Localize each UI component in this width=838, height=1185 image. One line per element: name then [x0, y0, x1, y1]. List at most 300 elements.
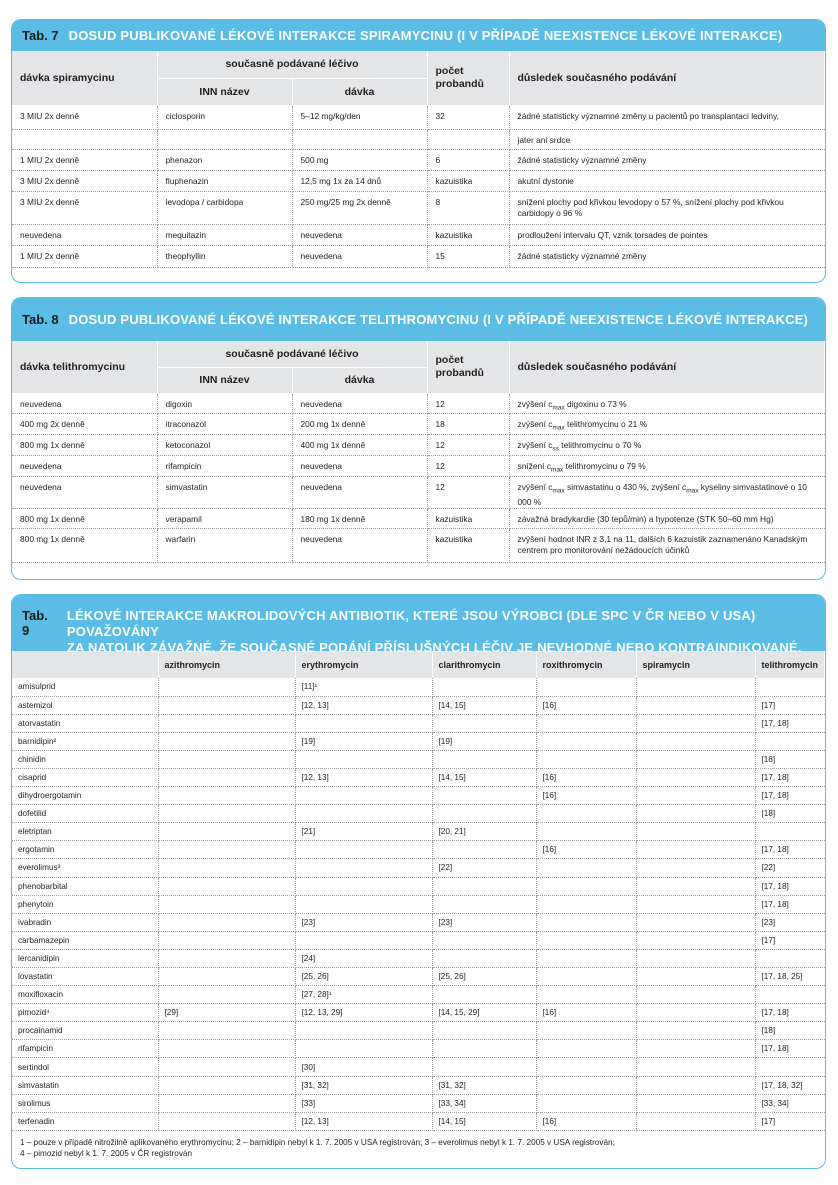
cell-erythromycin: [295, 1022, 432, 1040]
table-row: [12, 435, 825, 456]
cell-roxithromycin: [536, 1040, 636, 1058]
cell-clarithromycin: [432, 841, 536, 859]
table-row: [12, 859, 825, 877]
cell-roxithromycin: [536, 949, 636, 967]
cell-telithromycin: [17, 18]: [755, 841, 825, 859]
cell-roxithromycin: [16]: [536, 696, 636, 714]
table-row: [12, 1112, 825, 1130]
cell-drug: lercanidipin: [12, 949, 158, 967]
cell-dose: neuvedena: [12, 224, 157, 245]
cell-spiramycin: [636, 1112, 755, 1130]
cell-inn: simvastatin: [157, 476, 292, 508]
cell-drug: terfenadin: [12, 1112, 158, 1130]
col-header-dosage: dávka: [292, 78, 427, 105]
cell-spiramycin: [636, 1040, 755, 1058]
cell-roxithromycin: [536, 913, 636, 931]
cell-roxithromycin: [536, 732, 636, 750]
col-header-effect: důsledek současného podávání: [509, 51, 825, 105]
cell-count: 6: [427, 149, 509, 170]
cell-clarithromycin: [432, 1040, 536, 1058]
cell-azithromycin: [158, 949, 295, 967]
cell-drug: phenobarbital: [12, 877, 158, 895]
table-row: [12, 245, 825, 267]
cell-telithromycin: [17, 18]: [755, 1040, 825, 1058]
table-row: [12, 768, 825, 786]
col-header-count: počet probandů: [427, 51, 509, 105]
cell-roxithromycin: [16]: [536, 768, 636, 786]
cell-roxithromycin: [16]: [536, 1112, 636, 1130]
cell-inn: digoxin: [157, 393, 292, 414]
table-9-title-line1: LÉKOVÉ INTERAKCE MAKROLIDOVÝCH ANTIBIOTIK, KTERÉ JSOU VÝROBCI (DLE SPC V ČR NEBO V USA) POVAŽOVÁNY: [66, 608, 756, 639]
cell-telithromycin: [755, 949, 825, 967]
cell-spiramycin: [636, 714, 755, 732]
cell-azithromycin: [158, 1076, 295, 1094]
cell-effect: zvýšení $c_{max}$ telithromycinu o 21 %: [509, 414, 825, 435]
table-row: [12, 1022, 825, 1040]
col-header-group: současně podávané léčivo: [157, 341, 427, 367]
footnote-line-1: 1 – pouze v případě nitrožilně aplikovaného erythromycinu; 2 – barnidipin nebyl k 1. 7. 2005 v USA registrován; 3 – everolimus nebyl k 1. 7. 2005 v USA registrován;: [20, 1137, 615, 1147]
table-row: [12, 414, 825, 435]
cell-inn: [157, 129, 292, 149]
cell-erythromycin: [33]: [295, 1094, 432, 1112]
cell-spiramycin: [636, 1058, 755, 1076]
table-9-title-line2: ZA NATOLIK ZÁVAŽNÉ, ŽE SOUČASNÉ PODÁNÍ PŘÍSLUŠNÝCH LÉČIV JE NEVHODNÉ NEBO KONTRAINDIKOVANÉ.: [66, 640, 802, 655]
cell-erythromycin: [19]: [295, 732, 432, 750]
cell-spiramycin: [636, 678, 755, 696]
table-row: [12, 1076, 825, 1094]
cell-effect: snížení $c_{max}$ telithromycinu o 79 %: [509, 455, 825, 476]
cell-count: 15: [427, 245, 509, 267]
cell-count: kazuistika: [427, 224, 509, 245]
cell-dose: 800 mg 1x denně: [12, 435, 157, 456]
table-row: [12, 476, 825, 508]
cell-drug: chinidin: [12, 750, 158, 768]
cell-inn: verapamil: [157, 508, 292, 528]
cell-azithromycin: [158, 1058, 295, 1076]
cell-clarithromycin: [432, 931, 536, 949]
cell-effect: závažná bradykardie (30 tepů/min) a hypotenze (STK 50–60 mm Hg): [509, 508, 825, 528]
cell-drug: everolimus³: [12, 859, 158, 877]
cell-inn: warfarin: [157, 528, 292, 562]
cell-clarithromycin: [25, 26]: [432, 968, 536, 986]
cell-drug: eletriptan: [12, 823, 158, 841]
cell-spiramycin: [636, 968, 755, 986]
cell-erythromycin: [12, 13]: [295, 696, 432, 714]
cell-drug: ergotamin: [12, 841, 158, 859]
cell-roxithromycin: [536, 931, 636, 949]
cell-erythromycin: [31, 32]: [295, 1076, 432, 1094]
cell-clarithromycin: [14, 15]: [432, 768, 536, 786]
cell-telithromycin: [17]: [755, 696, 825, 714]
cell-azithromycin: [158, 732, 295, 750]
table-9-number: Tab. 9: [22, 608, 48, 638]
cell-spiramycin: [636, 877, 755, 895]
cell-clarithromycin: [432, 877, 536, 895]
cell-clarithromycin: [22]: [432, 859, 536, 877]
cell-effect: žádné statisticky významné změny u pacientů po transplantaci ledviny,: [509, 105, 825, 129]
cell-erythromycin: [295, 841, 432, 859]
cell-azithromycin: [158, 768, 295, 786]
cell-dose: 800 mg 1x denně: [12, 528, 157, 562]
cell-spiramycin: [636, 805, 755, 823]
cell-count: kazuistika: [427, 170, 509, 191]
cell-dosage: neuvedena: [292, 455, 427, 476]
cell-telithromycin: [17, 18]: [755, 877, 825, 895]
cell-spiramycin: [636, 750, 755, 768]
cell-roxithromycin: [536, 750, 636, 768]
col-header-inn: INN název: [157, 78, 292, 105]
cell-count: kazuistika: [427, 528, 509, 562]
table-row: [12, 949, 825, 967]
cell-azithromycin: [158, 750, 295, 768]
cell-spiramycin: [636, 895, 755, 913]
cell-dosage: 5–12 mg/kg/den: [292, 105, 427, 129]
cell-telithromycin: [17]: [755, 931, 825, 949]
cell-azithromycin: [158, 787, 295, 805]
table-row: [12, 191, 825, 224]
cell-dosage: 12,5 mg 1x za 14 dnů: [292, 170, 427, 191]
cell-clarithromycin: [19]: [432, 732, 536, 750]
table-row: [12, 528, 825, 562]
cell-dose: 400 mg 2x denně: [12, 414, 157, 435]
cell-azithromycin: [158, 859, 295, 877]
cell-drug: astemizol: [12, 696, 158, 714]
cell-dose: 1 MIU 2x denně: [12, 149, 157, 170]
cell-azithromycin: [158, 678, 295, 696]
col-header-dose: dávka spiramycinu: [12, 51, 157, 105]
cell-roxithromycin: [536, 714, 636, 732]
cell-erythromycin: [295, 1040, 432, 1058]
table-row: [12, 224, 825, 245]
cell-spiramycin: [636, 913, 755, 931]
table-row: [12, 787, 825, 805]
cell-roxithromycin: [536, 895, 636, 913]
cell-spiramycin: [636, 823, 755, 841]
cell-telithromycin: [17, 18]: [755, 1004, 825, 1022]
footnote-line-2: 4 – pimozid nebyl k 1. 7. 2005 v ČR registrován: [20, 1148, 193, 1158]
cell-roxithromycin: [536, 1094, 636, 1112]
cell-telithromycin: [755, 986, 825, 1004]
cell-count: [427, 129, 509, 149]
cell-drug: moxifloxacin: [12, 986, 158, 1004]
cell-clarithromycin: [23]: [432, 913, 536, 931]
table-9: [12, 651, 825, 1131]
cell-drug: dihydroergotamin: [12, 787, 158, 805]
table-8-title: DOSUD PUBLIKOVANÉ LÉKOVÉ INTERAKCE TELITHROMYCINU (I V PŘÍPADĚ NEEXISTENCE LÉKOVÉ INTERAKCE): [68, 312, 809, 327]
cell-effect: žádné statisticky významné změny: [509, 245, 825, 267]
col-header-effect: důsledek současného podávání: [509, 341, 825, 393]
cell-drug: procainamid: [12, 1022, 158, 1040]
table-row: [12, 393, 825, 414]
table-row: [12, 105, 825, 129]
cell-clarithromycin: [14, 15]: [432, 696, 536, 714]
table-row: [12, 1040, 825, 1058]
cell-azithromycin: [29]: [158, 1004, 295, 1022]
cell-inn: levodopa / carbidopa: [157, 191, 292, 224]
cell-erythromycin: [295, 714, 432, 732]
cell-count: kazuistika: [427, 508, 509, 528]
cell-erythromycin: [295, 895, 432, 913]
cell-dose: 1 MIU 2x denně: [12, 245, 157, 267]
cell-drug: phenytoin: [12, 895, 158, 913]
cell-spiramycin: [636, 787, 755, 805]
cell-drug: sirolimus: [12, 1094, 158, 1112]
cell-spiramycin: [636, 732, 755, 750]
table-9-footnotes: [12, 1131, 825, 1163]
cell-erythromycin: [12, 13]: [295, 1112, 432, 1130]
cell-telithromycin: [17, 18, 32]: [755, 1076, 825, 1094]
cell-drug: simvastatin: [12, 1076, 158, 1094]
cell-azithromycin: [158, 968, 295, 986]
cell-azithromycin: [158, 931, 295, 949]
table-row: [12, 895, 825, 913]
col-header-clarithromycin: clarithromycin: [432, 651, 536, 678]
cell-telithromycin: [23]: [755, 913, 825, 931]
cell-count: 8: [427, 191, 509, 224]
cell-dose: 3 MIU 2x denně: [12, 170, 157, 191]
cell-clarithromycin: [432, 895, 536, 913]
cell-drug: cisaprid: [12, 768, 158, 786]
cell-telithromycin: [18]: [755, 1022, 825, 1040]
cell-roxithromycin: [16]: [536, 787, 636, 805]
table-row: [12, 149, 825, 170]
cell-telithromycin: [17, 18, 25]: [755, 968, 825, 986]
col-header-roxithromycin: roxithromycin: [536, 651, 636, 678]
cell-drug: pimozid⁴: [12, 1004, 158, 1022]
cell-inn: mequitazin: [157, 224, 292, 245]
cell-drug: dofetilid: [12, 805, 158, 823]
cell-spiramycin: [636, 1022, 755, 1040]
cell-telithromycin: [755, 1058, 825, 1076]
cell-effect: zvýšení $c_{max}$ digoxinu o 73 %: [509, 393, 825, 414]
cell-azithromycin: [158, 895, 295, 913]
cell-drug: carbamazepin: [12, 931, 158, 949]
cell-azithromycin: [158, 1094, 295, 1112]
col-header-azithromycin: azithromycin: [158, 651, 295, 678]
cell-clarithromycin: [432, 1058, 536, 1076]
table-row: [12, 170, 825, 191]
cell-azithromycin: [158, 823, 295, 841]
cell-clarithromycin: [20, 21]: [432, 823, 536, 841]
cell-telithromycin: [17, 18]: [755, 714, 825, 732]
cell-roxithromycin: [536, 1058, 636, 1076]
cell-telithromycin: [755, 823, 825, 841]
cell-count: 12: [427, 455, 509, 476]
table-row: [12, 968, 825, 986]
cell-dosage: 200 mg 1x denně: [292, 414, 427, 435]
cell-spiramycin: [636, 859, 755, 877]
cell-dosage: neuvedena: [292, 245, 427, 267]
cell-drug: rifampicin: [12, 1040, 158, 1058]
table-7-panel: [11, 19, 826, 283]
cell-telithromycin: [755, 678, 825, 696]
cell-effect: prodloužení intervalu QT, vznik torsades de pointes: [509, 224, 825, 245]
cell-count: 12: [427, 393, 509, 414]
cell-effect: žádné statisticky významné změny: [509, 149, 825, 170]
cell-dose: 800 mg 1x denně: [12, 508, 157, 528]
table-8-panel: [11, 297, 826, 580]
table-row: [12, 732, 825, 750]
cell-azithromycin: [158, 841, 295, 859]
cell-erythromycin: [21]: [295, 823, 432, 841]
cell-azithromycin: [158, 1112, 295, 1130]
table-row: [12, 714, 825, 732]
cell-telithromycin: [18]: [755, 805, 825, 823]
cell-count: 32: [427, 105, 509, 129]
cell-erythromycin: [295, 750, 432, 768]
cell-dosage: 180 mg 1x denně: [292, 508, 427, 528]
table-row: [12, 823, 825, 841]
cell-spiramycin: [636, 1004, 755, 1022]
cell-clarithromycin: [432, 1022, 536, 1040]
table-row: [12, 455, 825, 476]
table-7-number: Tab. 7: [22, 28, 59, 43]
cell-azithromycin: [158, 714, 295, 732]
cell-roxithromycin: [536, 1076, 636, 1094]
col-header-telithromycin: telithromycin: [755, 651, 825, 678]
cell-effect: zvýšení hodnot INR z 3,1 na 11, dalších 6 kazuistik zaznamenáno Kanadským centrem pro monitorování nežádoucích účinků: [509, 528, 825, 562]
col-header-inn: INN název: [157, 367, 292, 393]
cell-clarithromycin: [432, 714, 536, 732]
cell-dosage: 400 mg 1x denně: [292, 435, 427, 456]
cell-effect: snížení plochy pod křivkou levodopy o 57 %, snížení plochy pod křivkou carbidopy o 96 %: [509, 191, 825, 224]
table-row: [12, 678, 825, 696]
cell-telithromycin: [17, 18]: [755, 895, 825, 913]
cell-telithromycin: [17, 18]: [755, 787, 825, 805]
cell-telithromycin: [755, 732, 825, 750]
cell-dose: neuvedena: [12, 476, 157, 508]
cell-azithromycin: [158, 986, 295, 1004]
cell-inn: phenazon: [157, 149, 292, 170]
cell-roxithromycin: [16]: [536, 1004, 636, 1022]
table-9-title: [67, 608, 815, 656]
table-row: [12, 1094, 825, 1112]
table-8-number: Tab. 8: [22, 312, 59, 327]
cell-drug: amisulprid: [12, 678, 158, 696]
table-9-body: [12, 678, 825, 1130]
cell-spiramycin: [636, 696, 755, 714]
cell-telithromycin: [17, 18]: [755, 768, 825, 786]
table-row: [12, 750, 825, 768]
col-header-count: počet probandů: [427, 341, 509, 393]
cell-roxithromycin: [536, 859, 636, 877]
cell-clarithromycin: [33, 34]: [432, 1094, 536, 1112]
cell-erythromycin: [12, 13]: [295, 768, 432, 786]
cell-clarithromycin: [14, 15]: [432, 1112, 536, 1130]
cell-telithromycin: [18]: [755, 750, 825, 768]
table-row: [12, 696, 825, 714]
cell-count: 12: [427, 435, 509, 456]
cell-dose: [12, 129, 157, 149]
cell-azithromycin: [158, 1022, 295, 1040]
table-row: [12, 841, 825, 859]
table-row: [12, 877, 825, 895]
table-row: [12, 986, 825, 1004]
cell-inn: ketoconazol: [157, 435, 292, 456]
table-8-body: [12, 393, 825, 562]
col-header-erythromycin: erythromycin: [295, 651, 432, 678]
cell-dosage: neuvedena: [292, 224, 427, 245]
cell-erythromycin: [295, 787, 432, 805]
cell-erythromycin: [11]¹: [295, 678, 432, 696]
cell-azithromycin: [158, 1040, 295, 1058]
table-9-panel: [11, 594, 826, 1169]
cell-spiramycin: [636, 949, 755, 967]
cell-dose: neuvedena: [12, 455, 157, 476]
cell-clarithromycin: [31, 32]: [432, 1076, 536, 1094]
cell-clarithromycin: [432, 750, 536, 768]
table-row: [12, 1004, 825, 1022]
cell-clarithromycin: [432, 678, 536, 696]
cell-drug: ivabradin: [12, 913, 158, 931]
cell-roxithromycin: [16]: [536, 841, 636, 859]
cell-effect: akutní dystonie: [509, 170, 825, 191]
cell-roxithromycin: [536, 1022, 636, 1040]
cell-dosage: neuvedena: [292, 528, 427, 562]
cell-azithromycin: [158, 805, 295, 823]
cell-effect: zvýšení $c_{ss}$ telithromycinu o 70 %: [509, 435, 825, 456]
cell-erythromycin: [295, 931, 432, 949]
cell-count: 12: [427, 476, 509, 508]
cell-inn: ciclosporin: [157, 105, 292, 129]
cell-spiramycin: [636, 1094, 755, 1112]
cell-azithromycin: [158, 913, 295, 931]
table-row: [12, 931, 825, 949]
cell-drug: sertindol: [12, 1058, 158, 1076]
cell-clarithromycin: [14, 15, 29]: [432, 1004, 536, 1022]
cell-dosage: neuvedena: [292, 476, 427, 508]
table-8: [12, 341, 825, 563]
cell-dosage: 500 mg: [292, 149, 427, 170]
cell-erythromycin: [295, 859, 432, 877]
table-7-header: [12, 20, 825, 51]
cell-dosage: neuvedena: [292, 393, 427, 414]
col-header-dose: dávka telithromycinu: [12, 341, 157, 393]
cell-spiramycin: [636, 768, 755, 786]
cell-roxithromycin: [536, 805, 636, 823]
cell-drug: barnidipin²: [12, 732, 158, 750]
cell-drug: atorvastatin: [12, 714, 158, 732]
cell-erythromycin: [295, 805, 432, 823]
table-row: [12, 508, 825, 528]
cell-roxithromycin: [536, 986, 636, 1004]
table-row: [12, 913, 825, 931]
cell-dose: 3 MIU 2x denně: [12, 191, 157, 224]
cell-erythromycin: [24]: [295, 949, 432, 967]
cell-inn: rifampicin: [157, 455, 292, 476]
cell-drug: lovastatin: [12, 968, 158, 986]
col-header-spiramycin: spiramycin: [636, 651, 755, 678]
table-7-body: [12, 105, 825, 267]
cell-clarithromycin: [432, 787, 536, 805]
col-header-group: současně podávané léčivo: [157, 51, 427, 78]
cell-erythromycin: [30]: [295, 1058, 432, 1076]
cell-dosage: [292, 129, 427, 149]
cell-spiramycin: [636, 841, 755, 859]
cell-erythromycin: [25, 26]: [295, 968, 432, 986]
cell-roxithromycin: [536, 968, 636, 986]
table-8-header: [12, 298, 825, 341]
cell-azithromycin: [158, 696, 295, 714]
cell-erythromycin: [23]: [295, 913, 432, 931]
cell-roxithromycin: [536, 678, 636, 696]
table-7-title: DOSUD PUBLIKOVANÉ LÉKOVÉ INTERAKCE SPIRAMYCINU (I V PŘÍPADĚ NEEXISTENCE LÉKOVÉ INTERAKCE): [68, 28, 783, 43]
cell-spiramycin: [636, 931, 755, 949]
table-7: [12, 51, 825, 268]
cell-spiramycin: [636, 986, 755, 1004]
cell-effect: zvýšení $c_{max}$ simvastatinu o 430 %, zvýšení $c_{max}$ kyseliny simvastatinové o 10 000 %: [509, 476, 825, 508]
cell-inn: theophyllin: [157, 245, 292, 267]
